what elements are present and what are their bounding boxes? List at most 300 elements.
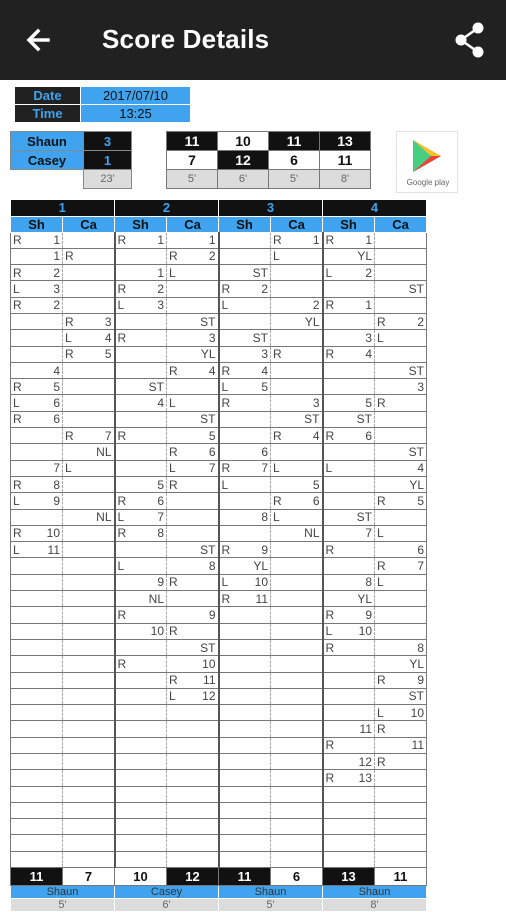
cell-content bbox=[326, 608, 373, 622]
serve-side: R bbox=[325, 233, 335, 248]
grid-cell bbox=[219, 346, 271, 362]
grid-cell bbox=[115, 444, 167, 460]
cell-content bbox=[13, 494, 60, 508]
grid-cell bbox=[63, 395, 115, 411]
grid-cell bbox=[375, 591, 427, 607]
grid-cell bbox=[323, 476, 375, 492]
grid-cell bbox=[323, 574, 375, 590]
point-value: 2 bbox=[261, 282, 268, 297]
grid-cell bbox=[167, 330, 219, 346]
cell-content bbox=[118, 282, 165, 296]
grid-cell bbox=[323, 525, 375, 541]
cell-content bbox=[65, 510, 112, 524]
grid-cell bbox=[115, 281, 167, 297]
point-value: 4 bbox=[365, 347, 372, 362]
serve-side: R bbox=[169, 477, 178, 492]
grid-row bbox=[11, 802, 427, 818]
grid-cell bbox=[375, 428, 427, 444]
grid-cell bbox=[375, 607, 427, 623]
point-value: ST bbox=[252, 265, 268, 280]
serve-side: R bbox=[221, 396, 231, 411]
point-value: 1 bbox=[157, 265, 164, 280]
cell-content bbox=[169, 673, 216, 687]
grid-cell bbox=[167, 346, 219, 362]
arrow-back-icon bbox=[18, 22, 58, 58]
grid-cell bbox=[375, 672, 427, 688]
set-total-sh: 11 bbox=[11, 868, 63, 886]
grid-cell bbox=[115, 362, 167, 378]
grid-cell bbox=[375, 460, 427, 476]
grid-cell bbox=[11, 313, 63, 329]
grid-cell bbox=[115, 248, 167, 264]
cell-content bbox=[377, 282, 424, 296]
player-abbrev-header: Ca bbox=[63, 216, 115, 232]
cell-content bbox=[169, 364, 216, 378]
set-duration: 5' bbox=[167, 170, 218, 189]
cell-content bbox=[377, 706, 424, 720]
grid-cell bbox=[271, 411, 323, 427]
grid-cell bbox=[271, 542, 323, 558]
grid-cell bbox=[63, 362, 115, 378]
cell-content bbox=[377, 738, 424, 752]
cell-content bbox=[222, 461, 269, 475]
point-value: 3 bbox=[208, 330, 216, 345]
grid-cell bbox=[323, 493, 375, 509]
grid-cell bbox=[115, 558, 167, 574]
grid-cell bbox=[63, 607, 115, 623]
serve-side: L bbox=[117, 510, 125, 525]
grid-row bbox=[11, 395, 427, 411]
point-value: 3 bbox=[157, 298, 164, 313]
cell-content bbox=[13, 266, 60, 280]
player-abbrev-header: Sh bbox=[219, 216, 271, 232]
point-value: 11 bbox=[47, 542, 60, 557]
point-value: YL bbox=[409, 656, 424, 671]
cell-content bbox=[326, 461, 373, 475]
grid-cell bbox=[323, 607, 375, 623]
grid-cell bbox=[63, 476, 115, 492]
point-value: 3 bbox=[53, 282, 60, 297]
set-score-top: 11 bbox=[167, 132, 218, 151]
set-number-header: 3 bbox=[219, 200, 323, 216]
grid-cell bbox=[63, 705, 115, 721]
grid-row bbox=[11, 493, 427, 509]
serve-side: R bbox=[65, 347, 74, 362]
serve-side: L bbox=[273, 461, 280, 476]
cell-content bbox=[377, 461, 424, 475]
grid-cell bbox=[219, 281, 271, 297]
grid-cell bbox=[271, 248, 323, 264]
cell-content bbox=[377, 755, 424, 769]
serve-side: R bbox=[325, 347, 335, 362]
serve-side: R bbox=[117, 493, 127, 508]
serve-side: L bbox=[377, 330, 384, 345]
grid-cell bbox=[375, 558, 427, 574]
point-value: NL bbox=[304, 526, 320, 541]
grid-row bbox=[11, 281, 427, 297]
grid-row bbox=[11, 297, 427, 313]
cell-content bbox=[222, 559, 269, 573]
grid-cell bbox=[323, 509, 375, 525]
grid-cell bbox=[219, 362, 271, 378]
grid-cell bbox=[323, 362, 375, 378]
grid-cell bbox=[323, 639, 375, 655]
grid-row bbox=[11, 558, 427, 574]
grid-row bbox=[11, 248, 427, 264]
serve-side: R bbox=[377, 396, 386, 411]
grid-cell bbox=[63, 737, 115, 753]
cell-content bbox=[118, 331, 165, 345]
grid-cell bbox=[323, 819, 375, 835]
grid-cell bbox=[375, 476, 427, 492]
grid-cell bbox=[167, 688, 219, 704]
set-score-top: 13 bbox=[320, 132, 371, 151]
grid-row bbox=[11, 786, 427, 802]
grid-cell bbox=[63, 802, 115, 818]
cell-content bbox=[326, 331, 373, 345]
grid-cell bbox=[323, 379, 375, 395]
grid-cell bbox=[271, 786, 323, 802]
serve-side: R bbox=[117, 330, 127, 345]
grid-cell bbox=[375, 362, 427, 378]
grid-cell bbox=[271, 476, 323, 492]
grid-cell bbox=[271, 313, 323, 329]
total-time: 23' bbox=[84, 170, 132, 189]
google-play-icon bbox=[397, 132, 459, 178]
grid-cell bbox=[375, 509, 427, 525]
grid-cell bbox=[375, 802, 427, 818]
serve-side: R bbox=[377, 754, 386, 769]
serve-side: R bbox=[169, 249, 178, 264]
point-value: ST bbox=[200, 314, 216, 329]
grid-cell bbox=[11, 525, 63, 541]
point-value: 9 bbox=[417, 673, 424, 688]
grid-cell bbox=[271, 428, 323, 444]
grid-cell bbox=[11, 558, 63, 574]
cell-content bbox=[273, 347, 320, 361]
grid-cell bbox=[11, 754, 63, 770]
grid-cell bbox=[63, 688, 115, 704]
grid-cell bbox=[167, 476, 219, 492]
grid-cell bbox=[63, 835, 115, 851]
cell-content bbox=[326, 624, 373, 638]
grid-cell bbox=[219, 705, 271, 721]
point-value: NL bbox=[96, 445, 112, 459]
cell-content bbox=[13, 396, 60, 410]
grid-cell bbox=[11, 476, 63, 492]
time-value: 13:25 bbox=[81, 105, 191, 123]
grid-cell bbox=[167, 802, 219, 818]
serve-side: L bbox=[325, 624, 333, 639]
grid-cell bbox=[375, 379, 427, 395]
grid-cell bbox=[375, 623, 427, 639]
grid-cell bbox=[323, 656, 375, 672]
cell-content bbox=[65, 445, 112, 459]
grid-cell bbox=[115, 265, 167, 281]
grid-row bbox=[11, 509, 427, 525]
cell-content bbox=[118, 608, 165, 622]
serve-side: R bbox=[65, 314, 74, 329]
grid-row bbox=[11, 623, 427, 639]
grid-cell bbox=[219, 460, 271, 476]
grid-row bbox=[11, 639, 427, 655]
grid-cell bbox=[115, 542, 167, 558]
grid-cell bbox=[323, 395, 375, 411]
grid-cell bbox=[375, 786, 427, 802]
cell-content bbox=[222, 331, 269, 345]
point-value: 8 bbox=[261, 510, 268, 525]
grid-cell bbox=[375, 542, 427, 558]
grid-cell bbox=[11, 346, 63, 362]
point-value: 1 bbox=[53, 249, 60, 264]
grid-cell bbox=[271, 232, 323, 248]
grid-cell bbox=[11, 737, 63, 753]
grid-cell bbox=[271, 444, 323, 460]
set-score-bottom: 12 bbox=[218, 151, 269, 170]
grid-cell bbox=[219, 525, 271, 541]
app-bar bbox=[0, 0, 506, 80]
grid-cell bbox=[11, 411, 63, 427]
grid-cell bbox=[375, 525, 427, 541]
grid-cell bbox=[219, 574, 271, 590]
serve-side: R bbox=[377, 673, 386, 688]
cell-content bbox=[13, 364, 60, 378]
point-value: 7 bbox=[104, 428, 112, 443]
grid-cell bbox=[167, 786, 219, 802]
grid-cell bbox=[115, 297, 167, 313]
grid-row bbox=[11, 460, 427, 476]
cell-content bbox=[118, 233, 165, 247]
grid-cell bbox=[63, 330, 115, 346]
point-value: 6 bbox=[365, 428, 372, 443]
serve-side: R bbox=[377, 559, 386, 574]
grid-cell bbox=[11, 428, 63, 444]
grid-row bbox=[11, 428, 427, 444]
player-name: Shaun bbox=[11, 132, 84, 151]
grid-cell bbox=[271, 770, 323, 786]
serve-side: R bbox=[13, 233, 22, 248]
point-value: 8 bbox=[53, 477, 60, 492]
serve-side: R bbox=[273, 347, 282, 362]
grid-cell bbox=[11, 819, 63, 835]
cell-content bbox=[273, 494, 320, 508]
grid-cell bbox=[115, 395, 167, 411]
point-value: 9 bbox=[208, 607, 216, 622]
grid-cell bbox=[115, 802, 167, 818]
point-value: 4 bbox=[312, 428, 320, 443]
cell-content bbox=[13, 233, 60, 247]
cell-content bbox=[169, 315, 216, 329]
point-value: 10 bbox=[358, 624, 372, 639]
point-value: 9 bbox=[157, 575, 164, 590]
grid-cell bbox=[219, 607, 271, 623]
score-grid bbox=[10, 200, 427, 912]
grid-cell bbox=[271, 721, 323, 737]
grid-cell bbox=[63, 379, 115, 395]
grid-cell bbox=[219, 493, 271, 509]
grid-row bbox=[11, 476, 427, 492]
grid-cell bbox=[167, 395, 219, 411]
point-value: ST bbox=[200, 640, 216, 655]
grid-row bbox=[11, 672, 427, 688]
cell-content bbox=[273, 396, 320, 410]
cell-content bbox=[222, 347, 269, 361]
share-icon bbox=[448, 18, 492, 62]
cell-content bbox=[13, 298, 60, 312]
grid-cell bbox=[219, 428, 271, 444]
point-value: 1 bbox=[157, 233, 164, 248]
cell-content bbox=[13, 478, 60, 492]
cell-content bbox=[169, 641, 216, 655]
grid-row bbox=[11, 379, 427, 395]
set-duration-footer: 5' bbox=[11, 899, 115, 912]
grid-cell bbox=[219, 688, 271, 704]
serve-side: L bbox=[117, 559, 125, 574]
serve-side: R bbox=[377, 314, 386, 329]
grid-cell bbox=[63, 232, 115, 248]
cell-content bbox=[13, 380, 60, 394]
grid-cell bbox=[323, 232, 375, 248]
grid-row bbox=[11, 851, 427, 867]
grid-cell bbox=[375, 835, 427, 851]
point-value: 10 bbox=[254, 575, 268, 590]
player-name: Casey bbox=[11, 151, 84, 170]
share-button[interactable] bbox=[448, 18, 492, 62]
grid-cell bbox=[115, 493, 167, 509]
set-score-bottom: 7 bbox=[167, 151, 218, 170]
grid-cell bbox=[167, 281, 219, 297]
serve-side: L bbox=[65, 461, 72, 476]
grid-cell bbox=[219, 802, 271, 818]
grid-cell bbox=[11, 248, 63, 264]
cell-content bbox=[273, 510, 320, 524]
grid-cell bbox=[115, 770, 167, 786]
serve-side: R bbox=[221, 542, 231, 557]
grid-cell bbox=[271, 656, 323, 672]
point-value: NL bbox=[148, 591, 164, 606]
point-value: 3 bbox=[312, 396, 320, 411]
grid-cell bbox=[115, 786, 167, 802]
serve-side: L bbox=[273, 249, 280, 264]
grid-cell bbox=[323, 460, 375, 476]
grid-cell bbox=[63, 542, 115, 558]
serve-side: R bbox=[13, 477, 22, 492]
set-winner: Shaun bbox=[219, 886, 323, 899]
point-value: 2 bbox=[53, 265, 60, 280]
grid-cell bbox=[323, 786, 375, 802]
grid-cell bbox=[167, 542, 219, 558]
cell-content bbox=[118, 266, 165, 280]
player-sets-won: 3 bbox=[84, 132, 132, 151]
serve-side: R bbox=[65, 428, 74, 443]
serve-side: R bbox=[117, 656, 127, 671]
grid-cell bbox=[11, 574, 63, 590]
grid-cell bbox=[323, 265, 375, 281]
grid-cell bbox=[63, 558, 115, 574]
grid-cell bbox=[11, 688, 63, 704]
grid-cell bbox=[11, 297, 63, 313]
grid-cell bbox=[63, 639, 115, 655]
cell-content bbox=[118, 592, 165, 606]
grid-row bbox=[11, 362, 427, 378]
cell-content bbox=[326, 510, 373, 524]
grid-cell bbox=[63, 313, 115, 329]
back-button[interactable] bbox=[18, 22, 58, 58]
grid-cell bbox=[271, 265, 323, 281]
set-score-bottom: 6 bbox=[269, 151, 320, 170]
serve-side: L bbox=[377, 526, 384, 541]
grid-cell bbox=[323, 737, 375, 753]
set-number-header: 2 bbox=[115, 200, 219, 216]
grid-cell bbox=[11, 591, 63, 607]
grid-cell bbox=[63, 411, 115, 427]
point-value: 4 bbox=[53, 363, 60, 378]
grid-cell bbox=[115, 737, 167, 753]
google-play-badge[interactable] bbox=[396, 131, 458, 193]
set-duration-footer: 8' bbox=[323, 899, 427, 912]
point-value: ST bbox=[200, 542, 216, 557]
point-value: 5 bbox=[365, 396, 372, 411]
serve-side: R bbox=[169, 575, 178, 590]
grid-cell bbox=[219, 754, 271, 770]
grid-cell bbox=[375, 281, 427, 297]
serve-side: R bbox=[13, 412, 22, 427]
grid-cell bbox=[63, 281, 115, 297]
grid-cell bbox=[219, 411, 271, 427]
grid-cell bbox=[271, 379, 323, 395]
serve-side: R bbox=[169, 445, 178, 459]
cell-content bbox=[65, 331, 112, 345]
grid-cell bbox=[115, 754, 167, 770]
set-total-sh: 11 bbox=[219, 868, 271, 886]
player-abbrev-header: Ca bbox=[167, 216, 219, 232]
grid-cell bbox=[271, 493, 323, 509]
grid-cell bbox=[167, 591, 219, 607]
grid-cell bbox=[63, 721, 115, 737]
point-value: 5 bbox=[417, 493, 424, 508]
grid-cell bbox=[167, 656, 219, 672]
set-duration: 6' bbox=[218, 170, 269, 189]
cell-content bbox=[326, 298, 373, 312]
cell-content bbox=[326, 641, 373, 655]
grid-cell bbox=[63, 265, 115, 281]
cell-content bbox=[169, 608, 216, 622]
grid-cell bbox=[115, 721, 167, 737]
match-info bbox=[14, 86, 191, 123]
serve-side: R bbox=[117, 233, 127, 248]
point-value: 4 bbox=[417, 461, 424, 476]
serve-side: R bbox=[13, 298, 22, 313]
grid-cell bbox=[167, 835, 219, 851]
point-value: 2 bbox=[417, 314, 424, 329]
cell-content bbox=[118, 298, 165, 312]
point-value: 6 bbox=[312, 493, 320, 508]
point-value: 9 bbox=[53, 493, 60, 508]
cell-content bbox=[326, 755, 373, 769]
set-score-top: 11 bbox=[269, 132, 320, 151]
point-value: 5 bbox=[157, 477, 164, 492]
cell-content bbox=[169, 429, 216, 443]
cell-content bbox=[326, 526, 373, 540]
serve-side: R bbox=[221, 461, 231, 476]
point-value: 8 bbox=[365, 575, 372, 590]
grid-cell bbox=[375, 770, 427, 786]
cell-content bbox=[169, 657, 216, 671]
grid-cell bbox=[11, 851, 63, 867]
grid-cell bbox=[115, 607, 167, 623]
set-total-sh: 13 bbox=[323, 868, 375, 886]
grid-cell bbox=[375, 705, 427, 721]
